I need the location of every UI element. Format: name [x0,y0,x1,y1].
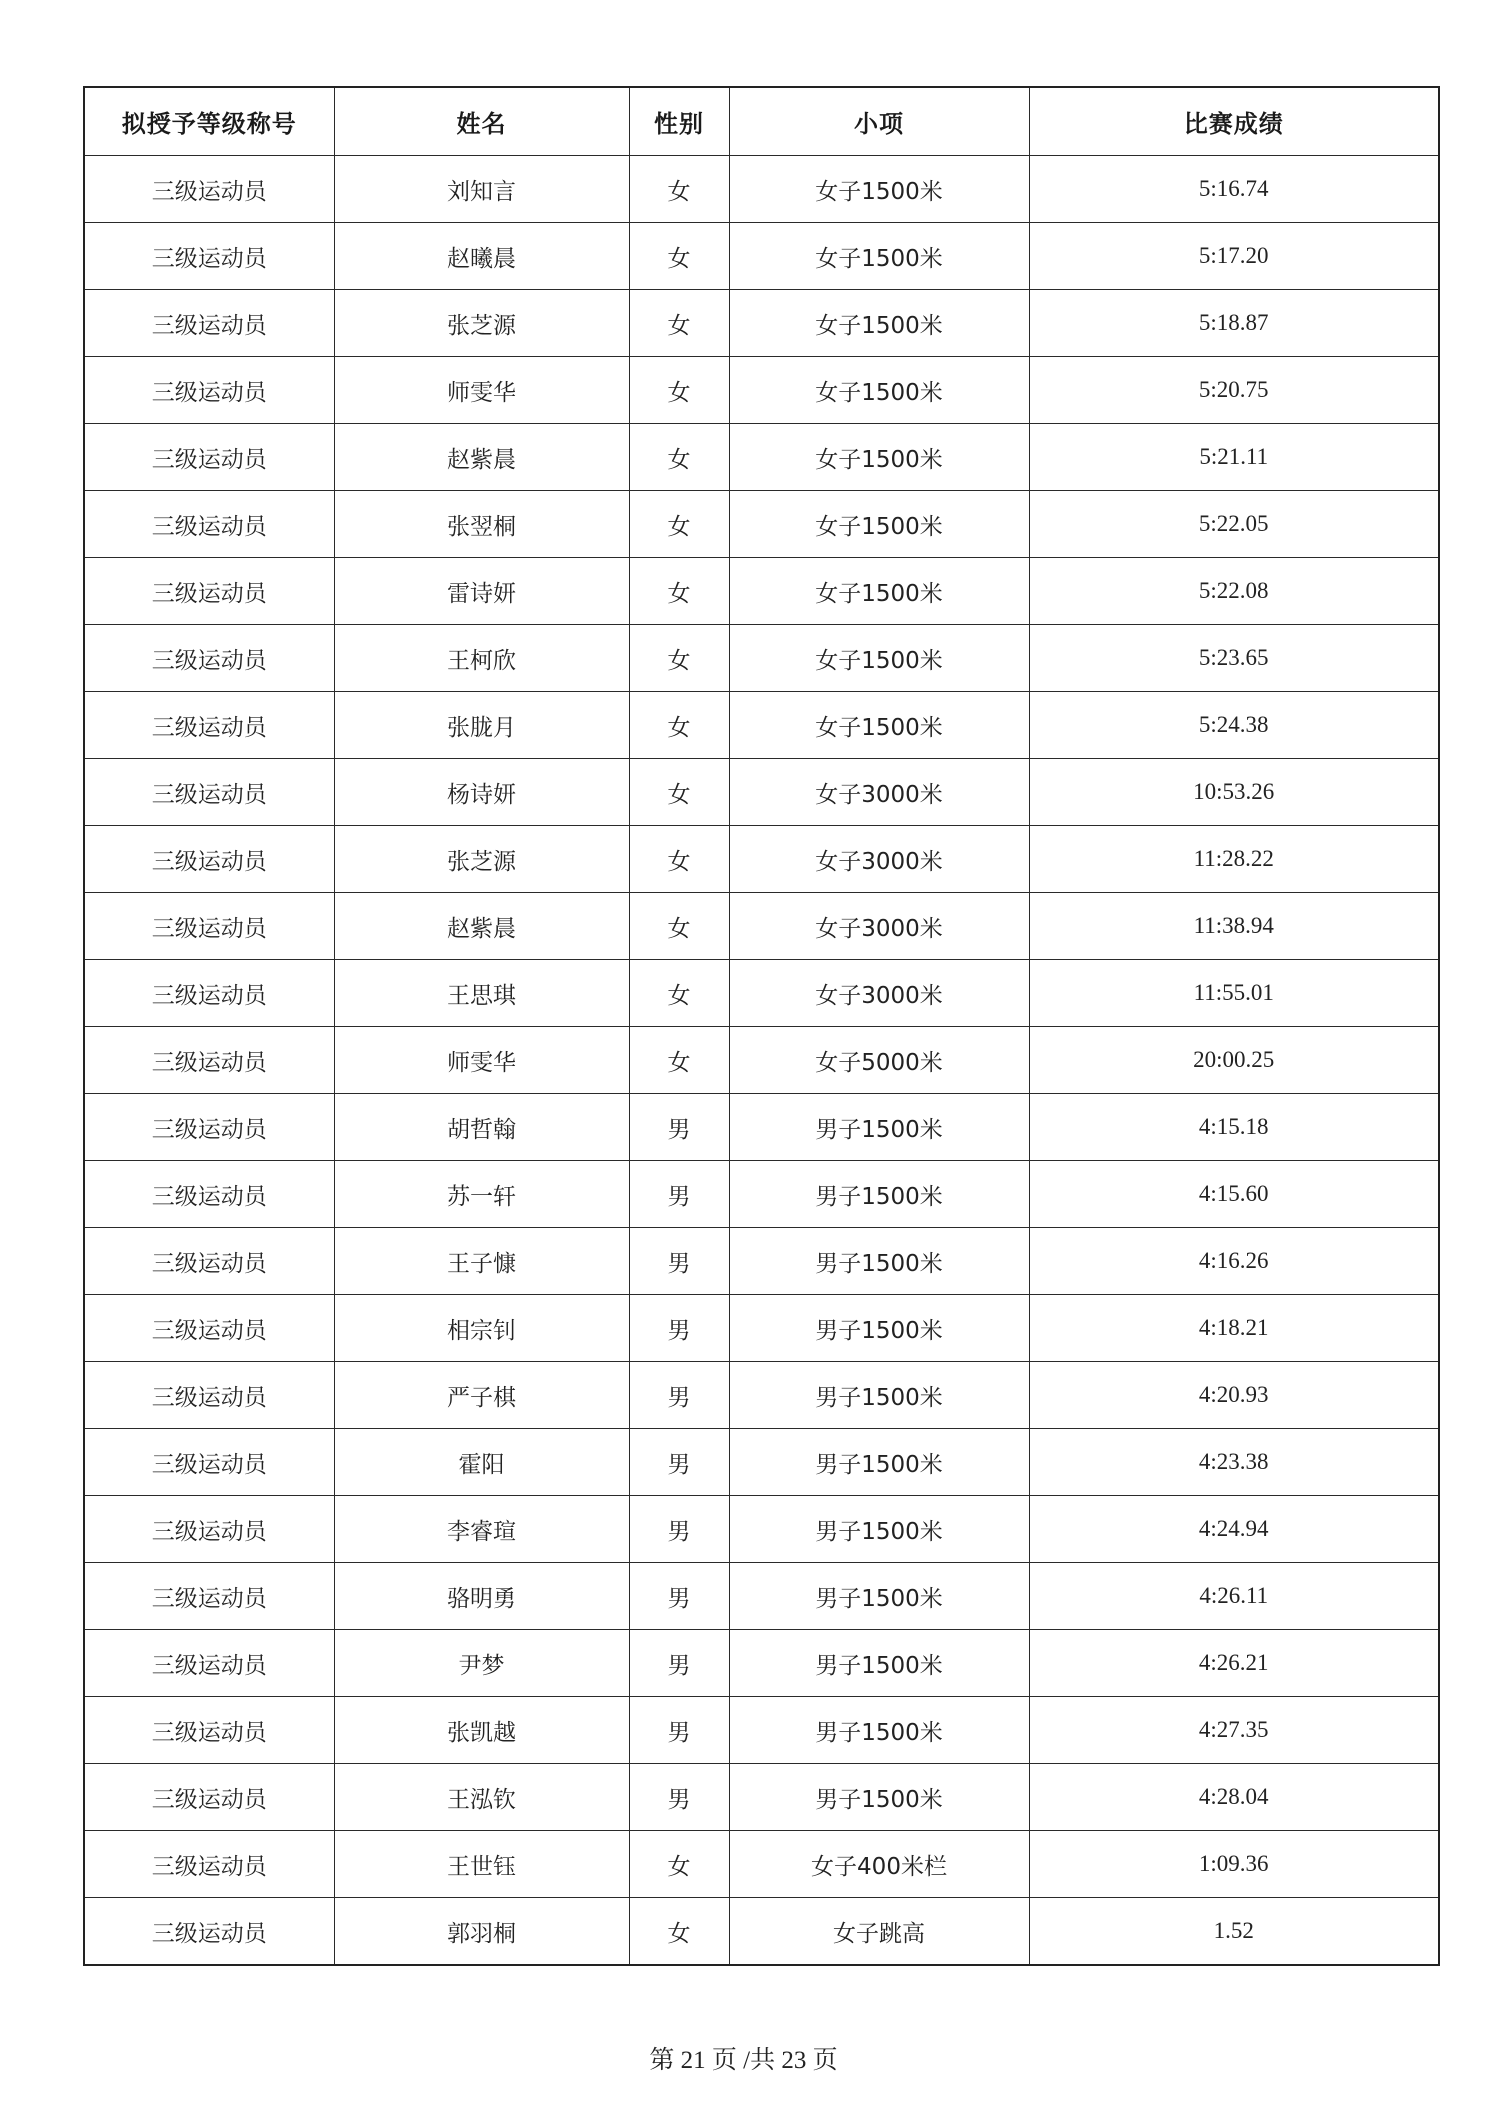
cell-score: 5:20.75 [1029,357,1439,424]
cell-level: 三级运动员 [84,692,334,759]
cell-sex: 男 [629,1697,729,1764]
cell-name: 张芝源 [334,826,629,893]
cell-level: 三级运动员 [84,1831,334,1898]
cell-sex: 男 [629,1630,729,1697]
table-row [84,1563,1439,1630]
cell-level: 三级运动员 [84,625,334,692]
cell-name: 赵紫晨 [334,424,629,491]
cell-name: 李睿瑄 [334,1496,629,1563]
cell-sex: 女 [629,759,729,826]
cell-score: 4:15.18 [1029,1094,1439,1161]
table-row [84,1630,1439,1697]
cell-event: 女子1500米 [729,223,1029,290]
cell-level: 三级运动员 [84,1898,334,1966]
table-row [84,1898,1439,1966]
cell-sex: 女 [629,692,729,759]
cell-score: 4:16.26 [1029,1228,1439,1295]
cell-level: 三级运动员 [84,1295,334,1362]
cell-event: 女子1500米 [729,491,1029,558]
table-row [84,1429,1439,1496]
cell-event: 男子1500米 [729,1496,1029,1563]
cell-event: 男子1500米 [729,1630,1029,1697]
table-row [84,1027,1439,1094]
cell-score: 1.52 [1029,1898,1439,1966]
cell-name: 相宗钊 [334,1295,629,1362]
cell-name: 郭羽桐 [334,1898,629,1966]
table-row [84,1161,1439,1228]
header-event: 小项 [729,87,1029,156]
cell-sex: 女 [629,558,729,625]
cell-event: 女子1500米 [729,357,1029,424]
cell-name: 张芝源 [334,290,629,357]
cell-sex: 女 [629,223,729,290]
table-row [84,893,1439,960]
cell-level: 三级运动员 [84,1228,334,1295]
cell-event: 女子跳高 [729,1898,1029,1966]
cell-score: 4:26.21 [1029,1630,1439,1697]
cell-level: 三级运动员 [84,960,334,1027]
cell-level: 三级运动员 [84,223,334,290]
cell-level: 三级运动员 [84,1630,334,1697]
table-row [84,491,1439,558]
athlete-table [83,86,1440,1966]
cell-level: 三级运动员 [84,1429,334,1496]
cell-score: 5:22.08 [1029,558,1439,625]
cell-event: 女子3000米 [729,759,1029,826]
cell-sex: 男 [629,1764,729,1831]
cell-score: 5:22.05 [1029,491,1439,558]
cell-score: 4:20.93 [1029,1362,1439,1429]
cell-name: 王思琪 [334,960,629,1027]
table-row [84,1228,1439,1295]
cell-event: 男子1500米 [729,1697,1029,1764]
table-row [84,1697,1439,1764]
cell-event: 男子1500米 [729,1764,1029,1831]
cell-level: 三级运动员 [84,1094,334,1161]
cell-level: 三级运动员 [84,1161,334,1228]
cell-score: 5:17.20 [1029,223,1439,290]
cell-event: 男子1500米 [729,1362,1029,1429]
cell-level: 三级运动员 [84,1027,334,1094]
cell-score: 20:00.25 [1029,1027,1439,1094]
cell-name: 师雯华 [334,357,629,424]
cell-score: 11:38.94 [1029,893,1439,960]
cell-name: 严子棋 [334,1362,629,1429]
cell-level: 三级运动员 [84,893,334,960]
cell-level: 三级运动员 [84,1563,334,1630]
page-number: 第 21 页 /共 23 页 [649,2047,838,2074]
table-header [84,87,1439,156]
cell-level: 三级运动员 [84,759,334,826]
cell-sex: 女 [629,1898,729,1966]
table-row [84,156,1439,223]
table-row [84,960,1439,1027]
table-row [84,1831,1439,1898]
cell-name: 师雯华 [334,1027,629,1094]
table-row [84,290,1439,357]
cell-score: 4:28.04 [1029,1764,1439,1831]
cell-sex: 女 [629,156,729,223]
cell-event: 女子1500米 [729,558,1029,625]
cell-level: 三级运动员 [84,156,334,223]
cell-event: 男子1500米 [729,1295,1029,1362]
cell-event: 女子3000米 [729,826,1029,893]
cell-level: 三级运动员 [84,1496,334,1563]
cell-score: 4:24.94 [1029,1496,1439,1563]
cell-event: 女子3000米 [729,960,1029,1027]
cell-name: 王世钰 [334,1831,629,1898]
cell-level: 三级运动员 [84,424,334,491]
cell-sex: 女 [629,1831,729,1898]
cell-score: 5:18.87 [1029,290,1439,357]
cell-sex: 女 [629,893,729,960]
table-row [84,357,1439,424]
header-level: 拟授予等级称号 [84,87,334,156]
cell-name: 胡哲翰 [334,1094,629,1161]
cell-sex: 男 [629,1429,729,1496]
table-row [84,223,1439,290]
table-row [84,759,1439,826]
table-row [84,625,1439,692]
table-row [84,826,1439,893]
cell-event: 男子1500米 [729,1563,1029,1630]
cell-score: 5:21.11 [1029,424,1439,491]
cell-event: 男子1500米 [729,1228,1029,1295]
cell-name: 赵曦晨 [334,223,629,290]
cell-event: 男子1500米 [729,1161,1029,1228]
cell-sex: 男 [629,1362,729,1429]
cell-name: 雷诗妍 [334,558,629,625]
cell-sex: 女 [629,1027,729,1094]
table-row [84,692,1439,759]
table-row [84,1094,1439,1161]
cell-level: 三级运动员 [84,1697,334,1764]
table-row [84,1496,1439,1563]
cell-score: 5:23.65 [1029,625,1439,692]
table-row [84,424,1439,491]
cell-score: 4:18.21 [1029,1295,1439,1362]
cell-name: 张翌桐 [334,491,629,558]
cell-event: 男子1500米 [729,1094,1029,1161]
cell-sex: 男 [629,1295,729,1362]
cell-sex: 女 [629,491,729,558]
cell-score: 5:16.74 [1029,156,1439,223]
cell-sex: 男 [629,1563,729,1630]
cell-name: 赵紫晨 [334,893,629,960]
cell-score: 10:53.26 [1029,759,1439,826]
cell-name: 骆明勇 [334,1563,629,1630]
cell-event: 女子1500米 [729,290,1029,357]
cell-name: 杨诗妍 [334,759,629,826]
table-row [84,1764,1439,1831]
cell-name: 王子慷 [334,1228,629,1295]
header-sex: 性别 [629,87,729,156]
cell-sex: 女 [629,625,729,692]
cell-name: 刘知言 [334,156,629,223]
table-row [84,1295,1439,1362]
cell-level: 三级运动员 [84,826,334,893]
cell-level: 三级运动员 [84,357,334,424]
cell-sex: 女 [629,424,729,491]
cell-level: 三级运动员 [84,1764,334,1831]
cell-score: 4:23.38 [1029,1429,1439,1496]
cell-event: 女子1500米 [729,625,1029,692]
cell-sex: 女 [629,290,729,357]
cell-sex: 男 [629,1496,729,1563]
cell-name: 王柯欣 [334,625,629,692]
cell-score: 5:24.38 [1029,692,1439,759]
cell-event: 男子1500米 [729,1429,1029,1496]
cell-score: 11:28.22 [1029,826,1439,893]
cell-sex: 女 [629,357,729,424]
cell-name: 张胧月 [334,692,629,759]
cell-name: 尹梦 [334,1630,629,1697]
cell-event: 女子400米栏 [729,1831,1029,1898]
cell-sex: 女 [629,826,729,893]
cell-level: 三级运动员 [84,491,334,558]
cell-level: 三级运动员 [84,290,334,357]
cell-sex: 男 [629,1228,729,1295]
cell-sex: 女 [629,960,729,1027]
cell-level: 三级运动员 [84,558,334,625]
cell-score: 4:26.11 [1029,1563,1439,1630]
cell-name: 霍阳 [334,1429,629,1496]
cell-name: 张凯越 [334,1697,629,1764]
header-row [84,87,1439,156]
cell-score: 4:15.60 [1029,1161,1439,1228]
cell-sex: 男 [629,1094,729,1161]
table-row [84,558,1439,625]
cell-score: 11:55.01 [1029,960,1439,1027]
cell-sex: 男 [629,1161,729,1228]
cell-event: 女子1500米 [729,424,1029,491]
table-row [84,1362,1439,1429]
cell-name: 王泓钦 [334,1764,629,1831]
cell-event: 女子1500米 [729,156,1029,223]
cell-event: 女子5000米 [729,1027,1029,1094]
table-body [84,156,1439,1966]
cell-name: 苏一轩 [334,1161,629,1228]
header-score: 比赛成绩 [1029,87,1439,156]
cell-event: 女子3000米 [729,893,1029,960]
cell-score: 4:27.35 [1029,1697,1439,1764]
cell-event: 女子1500米 [729,692,1029,759]
cell-level: 三级运动员 [84,1362,334,1429]
header-name: 姓名 [334,87,629,156]
cell-score: 1:09.36 [1029,1831,1439,1898]
